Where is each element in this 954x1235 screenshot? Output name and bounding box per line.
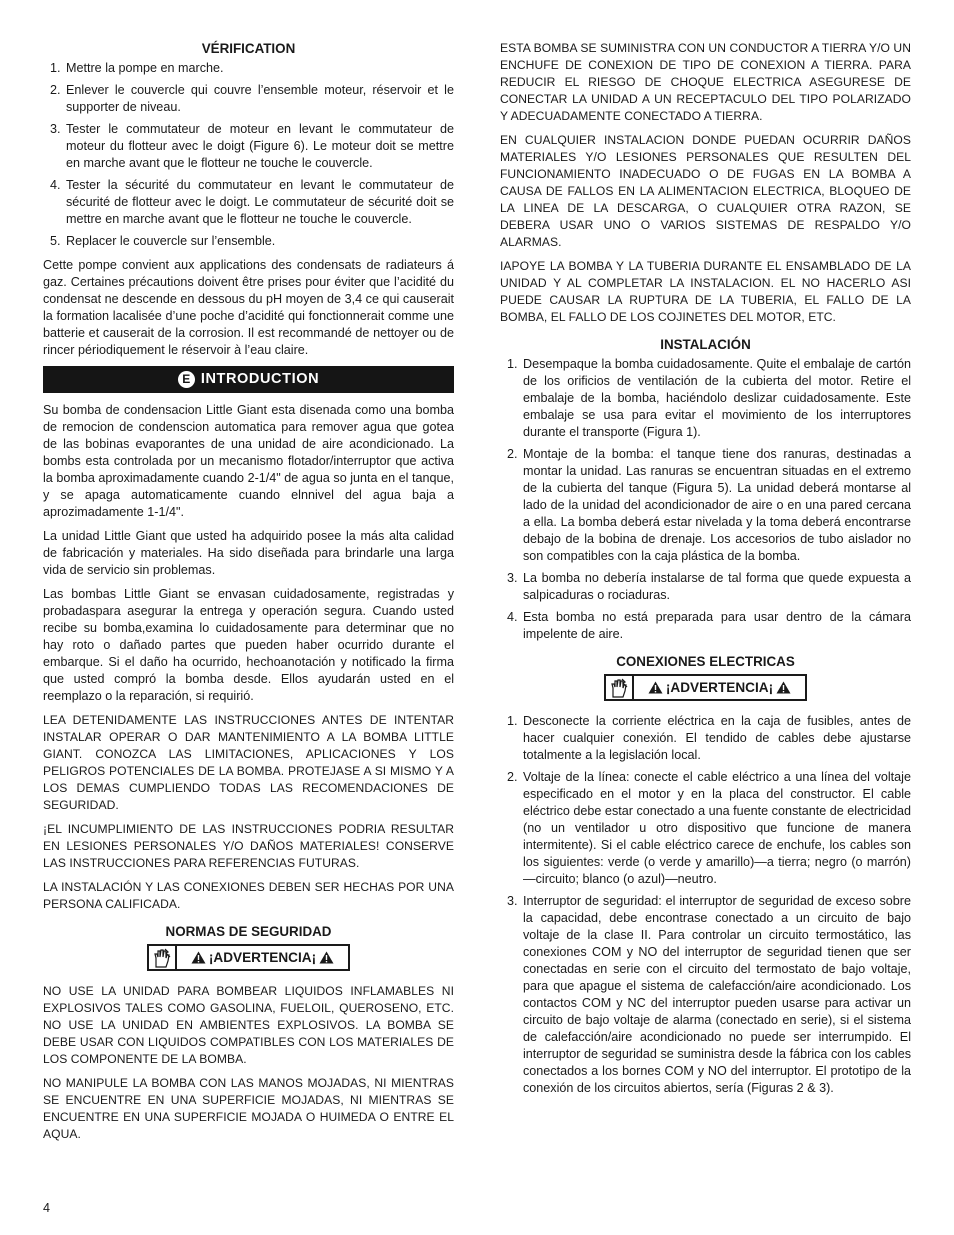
list-item: 1. Desempaque la bomba cuidadosamente. Quite el embalaje de cartón de los orificios de ventilación de la cubierta del motor. Retire el embalaje de la bomba, haciéndolo deslizar cuidadosamente. Este embalaje se usa para evitar el movimiento de los interruptores durante el transporte (Figura 1). (507, 357, 911, 439)
list-item: 5. Replacer le couvercle sur l’ensemble. (50, 234, 276, 248)
installation-list (500, 356, 911, 643)
list-item: 2. Voltaje de la línea: conecte el cable eléctrico a una línea del voltaje especificado en el motor y en la placa del constructor. El cable eléctrico debe estar conectado a una fuente constante de electricidad (no un ventilador u otro dispositivo que funcione de manera intermitente). Si el cable eléctrico carece de enchufe, los cables son los siguientes: verde (o verde y amarillo)—a tierra; negro (o marrón)—circuito; blanco (o azul)—neutro. (507, 770, 911, 886)
list-item: 2. Montaje de la bomba: el tanque tiene dos ranuras, destinadas a montar la unidad. Las ranuras se encuentran situadas en el extremo de la cubierta del tanque (Figura 5). La unidad deberá montarse al lado de la unidad del acondicionador de aire o en una pared cercana a ella. La bomba deberá estar nivelada y la toma deberá encontrarse debajo de la bobina de drenaje. Los accesorios de tubo aislador no son compatibles con la caja plástica de la bomba. (507, 447, 911, 563)
condensate-note: Cette pompe convient aux applications des condensats de radiateurs á gaz. Certaines précautions doivent être prises pour éviter que l’acidité du condensat ne descende en dessous du pH moyen de 3,4 ce qui causerait la formation lacalisée d’une poche d’acidité qui fonctionnerait comme une batterie et causerait de la corrosion. Il est recommandé de nettoyer ou de rincer périodiquement le réservoir à l’eau claire. (43, 258, 454, 357)
caps-paragraph: ¡EL INCUMPLIMIENTO DE LAS INSTRUCCIONES PODRIA RESULTAR EN LESIONES PERSONALES Y/O DAÑOS MATERIALES! CONSERVE LAS INSTRUCCIONES PARA REFERENCIAS FUTURAS. (43, 822, 454, 870)
installation-heading: INSTALACIÓN (660, 337, 751, 352)
list-item: 4. Esta bomba no está preparada para usar dentro de la cámara impelente de aire. (507, 610, 911, 641)
caps-paragraph: EN CUALQUIER INSTALACION DONDE PUEDAN OCURRIR DAÑOS MATERIALES Y/O LESIONES PERSONALES QUE RESULTEN DEL FUNCIONAMIENTO INADECUADO O DE FUGAS EN LA BOMBA A CAUSA DE FALLOS EN LA ALIMENTACION ELECTRICA, BLOQUEO DE LA LINEA DE LA DESCARGA, O CUALQUIER OTRA RAZON, SE DEBERA USAR UNO O VARIOS SISTEMAS DE RESPALDO Y/O ALARMAS. (500, 133, 911, 249)
caps-paragraph: NO USE LA UNIDAD PARA BOMBEAR LIQUIDOS INFLAMABLES NI EXPLOSIVOS TALES COMO GASOLINA, FUELOIL, QUEROSENO, ETC. NO USE LA UNIDAD EN AMBIENTES EXPLOSIVOS. LA BOMBA SE DEBE USAR CON LIQUIDOS COMPATIBLES CON LOS MATERIALES DE LOS COMPONENTE DE LA BOMBA. (43, 984, 454, 1066)
safety-heading: NORMAS DE SEGURIDAD (165, 924, 332, 939)
warning-box (604, 674, 807, 701)
warning-label: ¡ADVERTENCIA¡ (208, 950, 317, 965)
list-item: 3. Tester le commutateur de moteur en levant le commutateur de moteur du flotteur avec le doigt (Figure 6). Le moteur doit se mettre en marche avant que le flotteur ne touche le couvercle. (50, 122, 454, 170)
warning-triangle-icon (776, 681, 791, 694)
list-item: 4. Tester la sécurité du commutateur en levant le commutateur de sécurité de flotteur avec le doigt. Le commutateur de sécurité doit se mettre en marche avant que le flotteur ne touche le couvercle. (50, 178, 454, 226)
introduction-title: INTRODUCTION (200, 371, 320, 387)
list-item: 2. Enlever le couvercle qui couvre l’ensemble moteur, réservoir et le supporter de niveau. (50, 83, 454, 114)
verification-list (43, 60, 454, 250)
caps-paragraph: LEA DETENIDAMENTE LAS INSTRUCCIONES ANTES DE INTENTAR INSTALAR OPERAR O DAR MANTENIMIENTO A LA BOMBA LITTLE GIANT. CONOZCA LAS LIMITACIONES, APLICACIONES Y LOS PELIGROS POTENCIALES DE LA BOMBA. PROTEJASE A SI MISMO Y A LOS DEMAS CUMPLIENDO TODAS LAS RECOMENDACIONES DE SEGURIDAD. (43, 713, 454, 812)
list-item: 3. La bomba no debería instalarse de tal forma que quede expuesta a salpicaduras o rociaduras. (507, 571, 911, 602)
warning-triangle-icon (191, 951, 206, 964)
caps-paragraph: ESTA BOMBA SE SUMINISTRA CON UN CONDUCTOR A TIERRA Y/O UN ENCHUFE DE CONEXION DE TIPO DE CONEXION A TIERRA. PARA REDUCIR EL RIESGO DE CHOQUE ELECTRICA ASEGURESE DE CONECTAR LA UNIDAD A UN RECEPTACULO DEL TIPO POLARIZADO Y ADECUADAMENTE CONECTADO A TIERRA. (500, 41, 911, 123)
verification-heading: VÉRIFICATION (201, 41, 296, 56)
introduction-banner (43, 366, 454, 393)
list-item: 3. Interruptor de seguridad: el interruptor de seguridad de exceso sobre la capacidad, debe encontrase conectado a un circuito de bajo voltaje de la clase II. Para controlar un circuito termostático, las conexiones COM y NO del interruptor de seguridad tienen que ser conectadas en serie con el circuito del termostato de bajo voltaje, para que apague el sistema de calefacción/aire acondicionado. Los contactos COM y NC del interruptor pueden usarse para activar un circuito de bajo voltaje de alarma (conectado en serie), si el sistema de calefacción/aire acondicionado no puede ser interrumpido. El interruptor de seguridad se suministra desde la fábrica con los cables conectados a los bornes COM y NO del interruptor. El prototipo de la conexión de los circuitos abiertos, sería (Figuras 2 & 3). (507, 894, 911, 1095)
right-column (500, 40, 911, 1104)
caps-paragraph: LA INSTALACIÓN Y LAS CONEXIONES DEBEN SER HECHAS POR UNA PERSONA CALIFICADA. (43, 880, 454, 911)
warning-label: ¡ADVERTENCIA¡ (665, 680, 774, 695)
left-column (43, 40, 454, 1150)
electrical-list (500, 713, 911, 1097)
caps-paragraph: IAPOYE LA BOMBA Y LA TUBERIA DURANTE EL ENSAMBLADO DE LA UNIDAD Y AL COMPLETAR LA INSTALACION. EL NO HACERLO ASI PUEDE CAUSAR LA RUPTURA DE LA TUBERIA, EL FALLO DE LA BOMBA, EL FALLO DE LOS COJINETES DEL MOTOR, ETC. (500, 259, 911, 324)
intro-paragraph: Las bombas Little Giant se envasan cuidadosamente, registradas y probadaspara asegurar la entrega y operación segura. Cuando usted recibe su bomba,examina lo cuidadosamente para determinar que no hay roto o dañado partes que pueden haber ocurrido durante el embarque. Si el daño ha ocurrido, hechoanotación y notificado la firma que usted compró la bomba desde. Ellos ayudarán usted en el reemplazo o la reparación, si requirió. (43, 587, 454, 703)
hand-shock-icon (149, 946, 177, 969)
intro-paragraph: Su bomba de condensacion Little Giant esta disenada como una bomba de remocion de condenscion automatica para remover agua que gotea de las bobinas evaporantes de una unidad de aire acondicionado. La bombs esta controlada por un mecanismo flotador/interruptor que activa la bomba aproximadamente cuando 2-1/4" de agua so junta en el tanque, y se apaga automaticamente cuando elnnivel del agua baja a aprozimadamente 1-1/4". (43, 403, 454, 519)
hand-shock-icon (606, 676, 634, 699)
warning-triangle-icon (648, 681, 663, 694)
electrical-heading: CONEXIONES ELECTRICAS (616, 654, 795, 669)
intro-paragraph: La unidad Little Giant que usted ha adquirido posee la más alta calidad de fabricación y materiales. Ha sido diseñada para brindarle una larga vida de servicio sin problemas. (43, 529, 454, 577)
warning-box (147, 944, 350, 971)
list-item: 1. Mettre la pompe en marche. (50, 61, 224, 75)
language-e-icon: E (178, 371, 195, 388)
warning-triangle-icon (319, 951, 334, 964)
page-number: 4 (43, 1201, 51, 1215)
caps-paragraph: NO MANIPULE LA BOMBA CON LAS MANOS MOJADAS, NI MIENTRAS SE ENCUENTRE EN UNA SUPERFICIE MOJADAS, NI MIENTRAS SE ENCUENTRE EN UNA SUPERFICIE MOJADA O HUIMEDA O ENTRE EL AQUA. (43, 1076, 454, 1141)
list-item: 1. Desconecte la corriente eléctrica en la caja de fusibles, antes de hacer cualquier conexión. El tendido de cables debe ajustarse totalmente a la legislación local. (507, 714, 911, 762)
